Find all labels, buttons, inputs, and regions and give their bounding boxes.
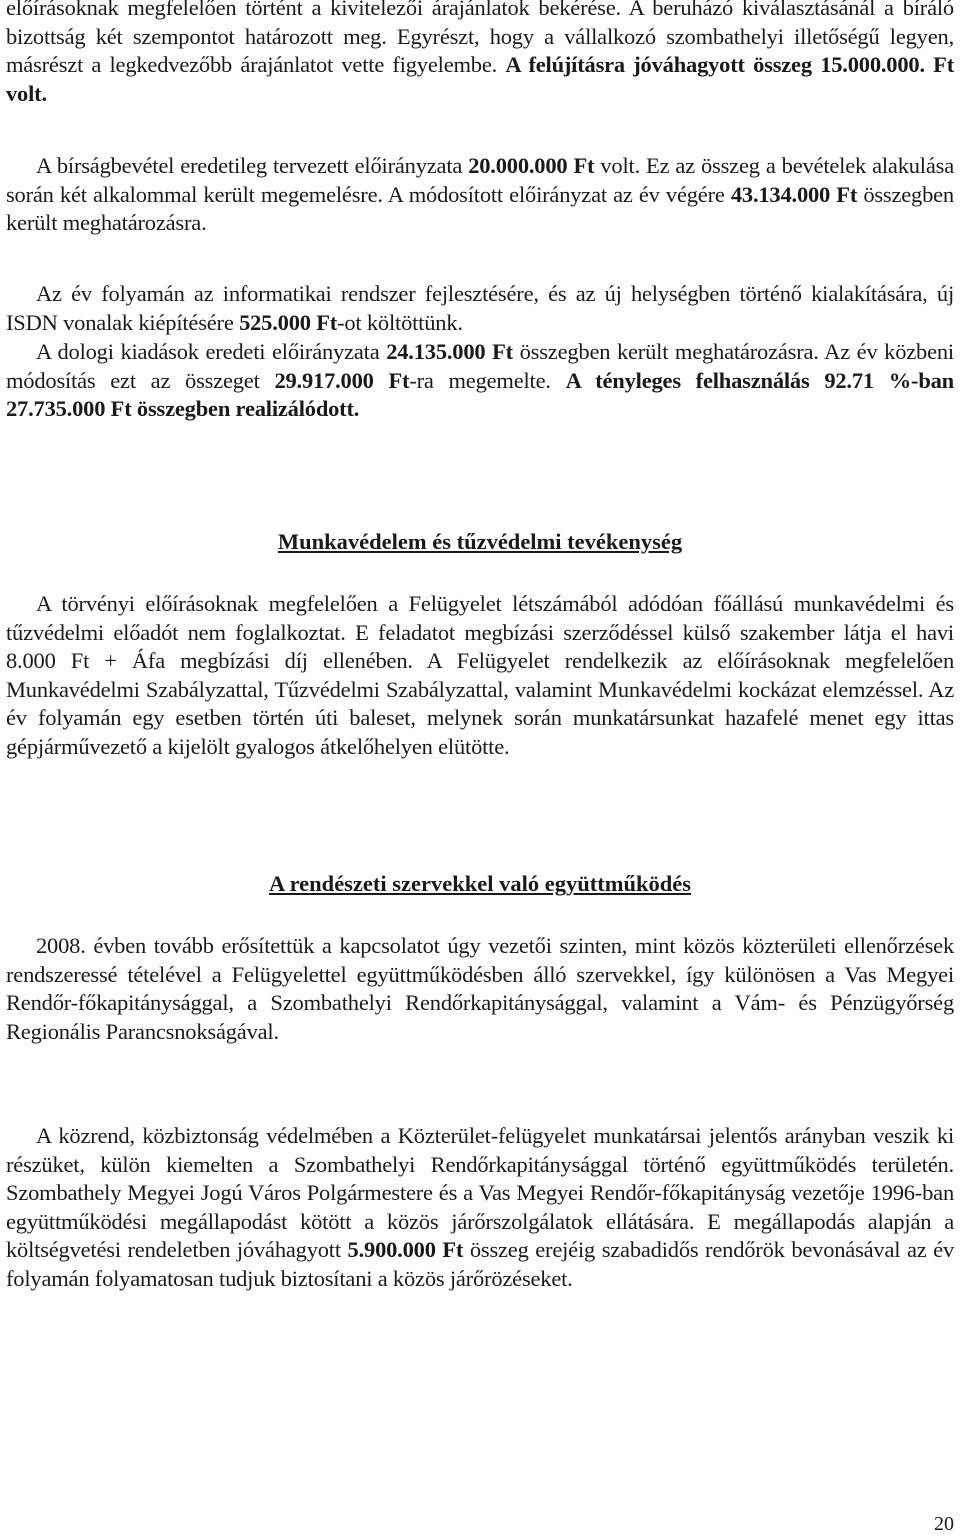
paragraph-emphasis: A felújításra jóváhagyott összeg 15.000.000. Ft volt. bbox=[6, 52, 954, 106]
paragraph-it-system bbox=[6, 280, 954, 337]
paragraph-text: volt. Ez az összeg a bevételek alakulása során két alkalommal került megemelésre. A módosított előirányzat az év végére bbox=[6, 153, 954, 207]
section-heading-cooperation: A rendészeti szervekkel való együttműködés bbox=[268, 871, 692, 896]
paragraph-text: előírásoknak megfelelően történt a kivitelezői árajánlatok bekérése. A beruházó kiválasztásánál a bíráló bizottság két szempontot határozott meg. Egyrészt, hogy a vállalkozó szombathelyi illetőségű legyen, másrészt a legkedvezőbb árajánlatot vette figyelembe. bbox=[6, 0, 954, 78]
paragraph-text: Az év folyamán az informatikai rendszer fejlesztésére, és az új helységben történő kialakítására, új ISDN vonalak kiépítésére bbox=[6, 281, 954, 335]
amount-text: 43.134.000 Ft bbox=[730, 181, 858, 207]
paragraph-text: -ot költöttünk. bbox=[337, 309, 463, 335]
amount-text: 20.000.000 Ft bbox=[468, 153, 595, 178]
paragraph-material-expenses bbox=[6, 338, 954, 424]
paragraph-text: A dologi kiadások eredeti előirányzata bbox=[36, 339, 387, 364]
amount-text: 29.917.000 Ft bbox=[274, 367, 410, 393]
paragraph-cooperation: 2008. évben tovább erősítettük a kapcsolatot úgy vezetői szinten, mint közös közterületi ellenőrzések rendszeressé tételével a Felügyelettel együttműködésben álló szervekkel, így különösen a Vas Megyei Rendőr-főkapitánysággal, a Szombathelyi Rendőrkapitánysággal, valamint a Vám- és Pénzügyőrség Regionális Parancsnokságával. bbox=[6, 933, 954, 1044]
paragraph-text: összegben került meghatározásra. bbox=[6, 181, 954, 236]
paragraph-safety: A törvényi előírásoknak megfelelően a Felügyelet létszámából adódóan főállású munkavédelmi és tűzvédelmi előadót nem foglalkoztat. E feladatot megbízási szerződéssel külső szakember látja el havi 8.000 Ft + Áfa megbízási díj ellenében. A Felügyelet rendelkezik az előírásoknak megfelelően Munkavédelmi Szabályzattal, Tűzvédelmi Szabályzattal, valamint Munkavédelmi kockázat elemzéssel. Az év folyamán egy esetben történ úti baleset, melynek során munkatársunkat hazafelé menet egy ittas gépjárművezető a kijelölt gyalogos átkelőhelyen elütötte. bbox=[6, 591, 954, 759]
amount-text: 525.000 Ft bbox=[239, 309, 338, 335]
paragraph-emphasis: A tényleges felhasználás 92.71 %-ban 27.735.000 Ft összegben realizálódott. bbox=[6, 367, 954, 422]
page-number: 20 bbox=[934, 1513, 954, 1535]
paragraph-fine-revenue bbox=[6, 152, 954, 238]
paragraph-text: A bírságbevétel eredetileg tervezett előirányzata bbox=[36, 153, 469, 178]
paragraph-renovation bbox=[6, 0, 954, 108]
paragraph-text: összegben került meghatározásra. Az év közbeni módosítás ezt az összeget bbox=[6, 339, 954, 393]
amount-text: 24.135.000 Ft bbox=[386, 339, 513, 364]
paragraph-public-order bbox=[6, 1122, 954, 1294]
paragraph-text: összeg erejéig szabadidős rendőrök bevonásával az év folyamán folyamatosan tudjuk biztosítani a közös járőrözéseket. bbox=[6, 1237, 954, 1291]
paragraph-text: -ra megemelte. bbox=[409, 367, 566, 393]
paragraph-text: A közrend, közbiztonság védelmében a Közterület-felügyelet munkatársai jelentős arányban veszik ki részüket, külön kiemelten a Szombathelyi Rendőrkapitánysággal történő együttműködés területén. Szombathely Megyei Jogú Város Polgármestere és a Vas Megyei Rendőr-főkapitányság vezetője 1996-ban együttműködési megállapodást kötött a közös járőrszolgálatok ellátására. E megállapodás alapján a költségvetési rendeletben jóváhagyott bbox=[6, 1123, 954, 1263]
section-heading-safety: Munkavédelem és tűzvédelmi tevékenység bbox=[277, 529, 683, 554]
amount-text: 5.900.000 Ft bbox=[347, 1237, 464, 1263]
